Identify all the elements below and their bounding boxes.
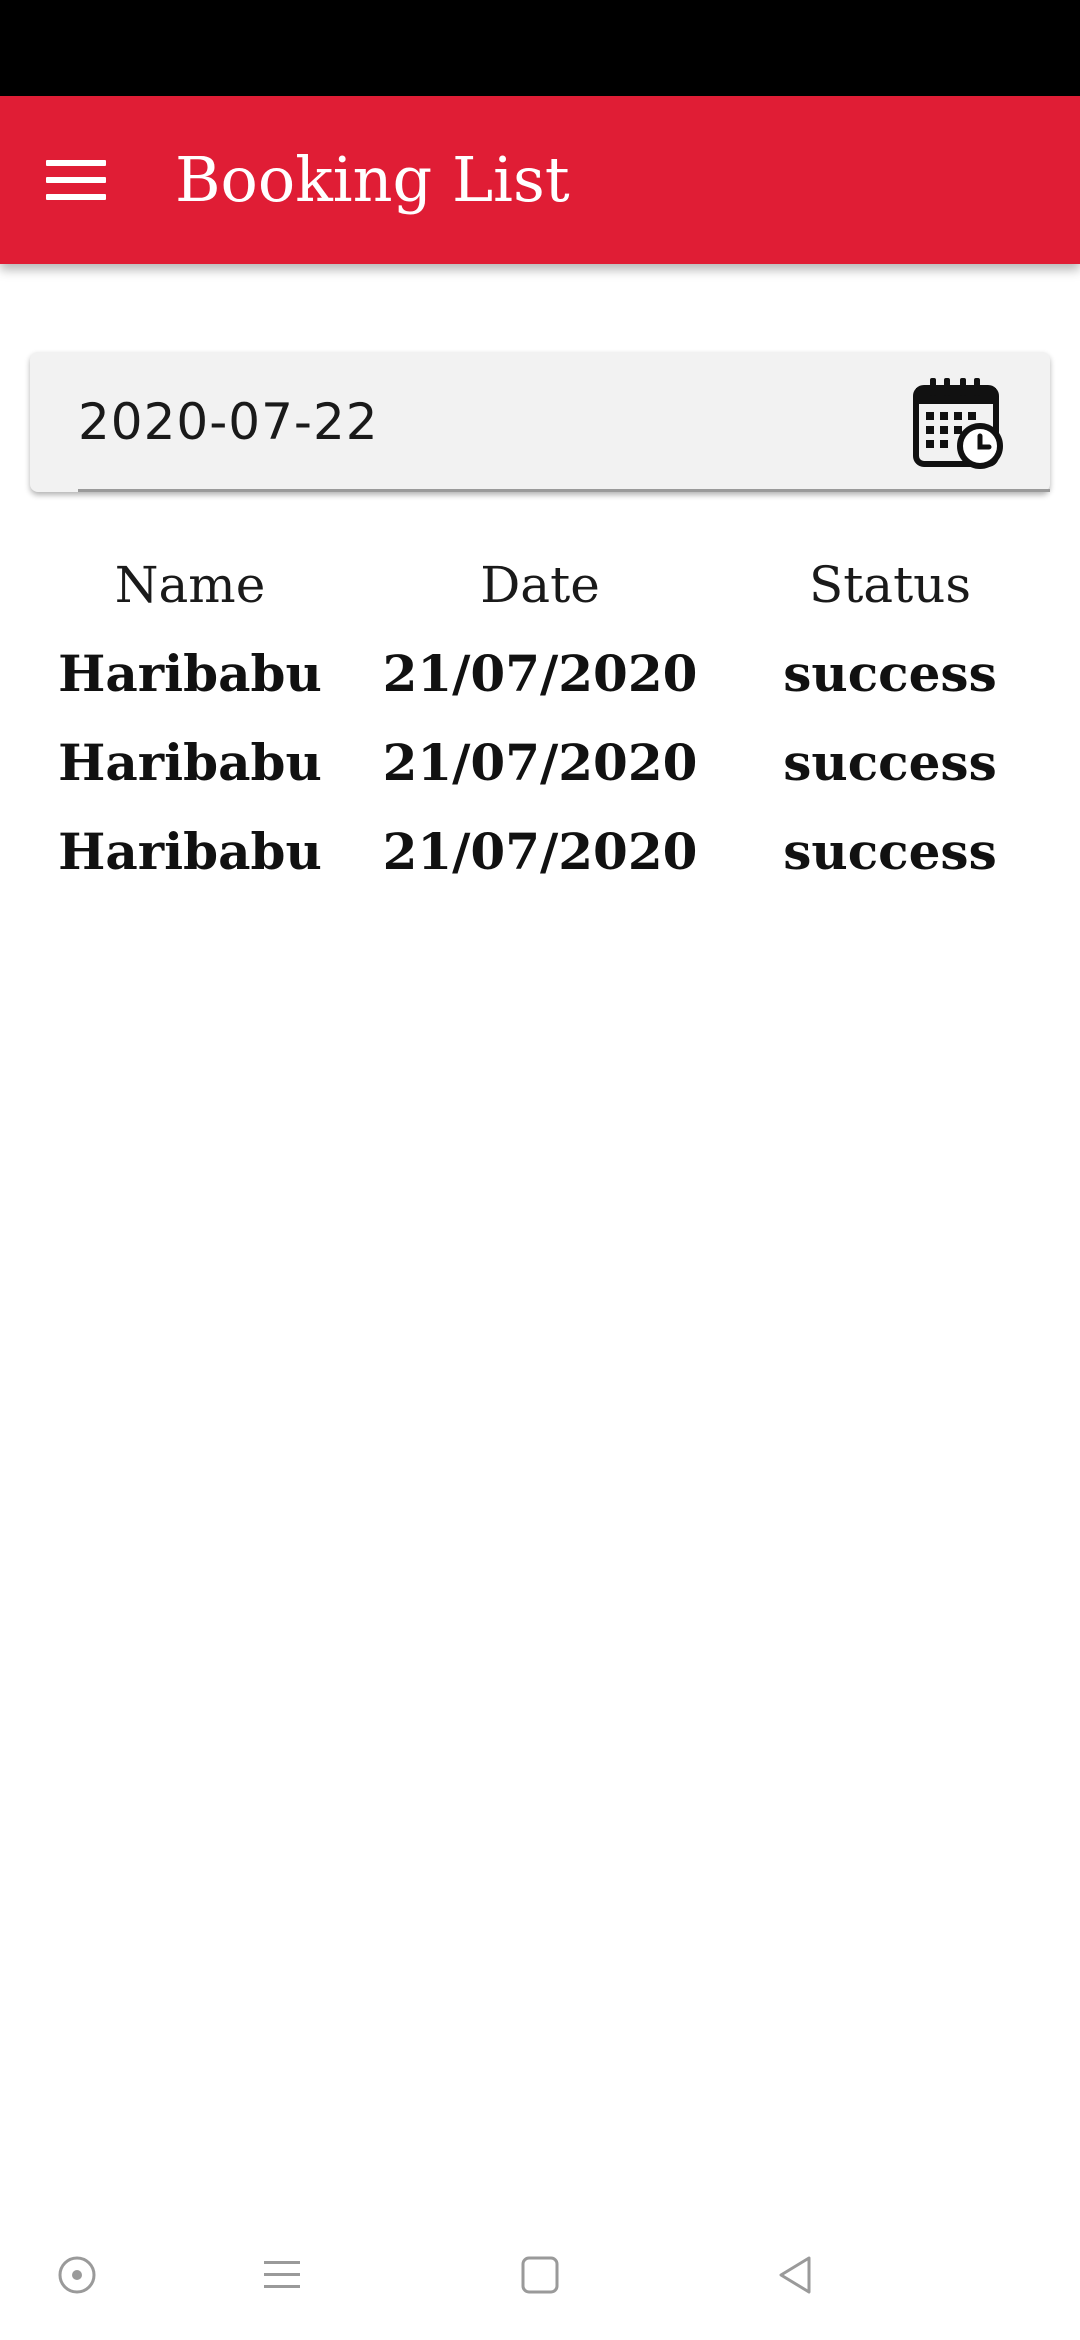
status-bar <box>0 0 1080 96</box>
cell-date: 21/07/2020 <box>382 733 698 792</box>
header-status: Status <box>808 555 972 614</box>
booking-table <box>0 540 1080 896</box>
home-button[interactable] <box>500 2235 580 2315</box>
date-filter-field[interactable] <box>30 352 1050 492</box>
table-row[interactable] <box>0 718 1080 807</box>
back-button[interactable] <box>755 2235 835 2315</box>
cell-name: Haribabu <box>58 733 322 792</box>
cell-name: Haribabu <box>58 644 322 703</box>
table-row[interactable] <box>0 807 1080 896</box>
calendar-clock-icon <box>910 374 1006 470</box>
hamburger-menu-icon <box>46 158 106 202</box>
page-title: Booking List <box>175 143 570 216</box>
menu-button[interactable] <box>28 132 124 228</box>
cell-name: Haribabu <box>58 822 322 881</box>
table-row[interactable] <box>0 629 1080 718</box>
cell-date: 21/07/2020 <box>382 822 698 881</box>
field-underline <box>78 489 1050 492</box>
cell-status: success <box>783 733 997 792</box>
assistant-button[interactable] <box>37 2235 117 2315</box>
back-icon <box>773 2253 817 2297</box>
header-name: Name <box>114 555 266 614</box>
home-icon <box>518 2253 562 2297</box>
header-date: Date <box>480 555 600 614</box>
calendar-button[interactable] <box>910 374 1006 470</box>
system-nav-bar <box>0 2210 1080 2340</box>
cell-status: success <box>783 822 997 881</box>
cell-status: success <box>783 644 997 703</box>
table-header-row <box>0 540 1080 629</box>
cell-date: 21/07/2020 <box>382 644 698 703</box>
recents-icon <box>260 2253 304 2297</box>
recents-button[interactable] <box>242 2235 322 2315</box>
assistant-icon <box>55 2253 99 2297</box>
app-bar <box>0 96 1080 264</box>
date-filter-value[interactable]: 2020-07-22 <box>78 393 379 451</box>
